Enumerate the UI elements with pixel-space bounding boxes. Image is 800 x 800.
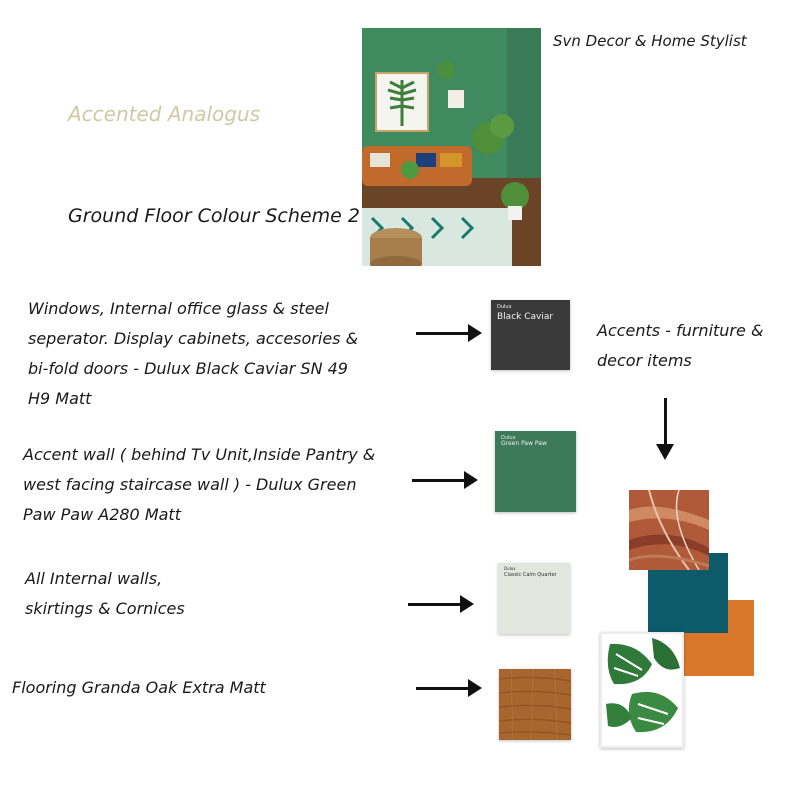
swatch-brand: Dulux — [501, 435, 516, 441]
arrow-right-icon — [416, 687, 472, 690]
note-line: Accent wall ( behind Tv Unit,Inside Pantry & — [23, 445, 376, 464]
swatch-name: Green Paw Paw — [501, 440, 547, 447]
swatch-brand: Dulux — [497, 304, 512, 310]
scheme-subtitle: Accented Analogus — [68, 102, 261, 126]
marble-swatch — [629, 490, 709, 570]
monstera-print — [600, 632, 684, 748]
arrow-down-icon — [664, 398, 667, 448]
note-accents — [597, 316, 763, 376]
note-line: Accents - furniture & — [597, 321, 764, 340]
note-line: bi-fold doors - Dulux Black Caviar SN 49 — [28, 359, 348, 378]
swatch-name: Classic Calm Quarter — [504, 572, 557, 578]
swatch-name: Black Caviar — [497, 312, 554, 322]
page-title: Ground Floor Colour Scheme 2 — [68, 205, 360, 227]
room-photo — [362, 28, 541, 266]
arrow-right-icon — [408, 603, 464, 606]
monstera-leaf-icon — [602, 634, 682, 746]
brand-name: Svn Decor & Home Stylist — [553, 32, 747, 50]
note-line: decor items — [597, 351, 692, 370]
note-line: seperator. Display cabinets, accesories & — [28, 329, 359, 348]
note-line: H9 Matt — [28, 389, 92, 408]
note-windows — [28, 294, 358, 414]
note-line: All Internal walls, — [25, 569, 163, 588]
swatch-green-paw-paw — [495, 431, 576, 512]
swatch-oak-floor — [499, 669, 571, 740]
swatch-black-caviar — [491, 300, 570, 370]
swatch-fill — [491, 300, 570, 370]
note-line: west facing staircase wall ) - Dulux Green — [23, 475, 357, 494]
swatch-classic-calm — [498, 563, 570, 634]
note-line: Windows, Internal office glass & steel — [28, 299, 329, 318]
note-internal-walls — [25, 564, 185, 624]
arrow-right-icon — [416, 332, 472, 335]
note-line: skirtings & Cornices — [25, 599, 185, 618]
wood-texture — [499, 669, 571, 740]
note-flooring: Flooring Granda Oak Extra Matt — [12, 678, 266, 697]
note-line: Paw Paw A280 Matt — [23, 505, 181, 524]
swatch-brand: Dulux — [504, 566, 516, 571]
arrow-right-icon — [412, 479, 468, 482]
note-accent-wall — [23, 440, 375, 530]
